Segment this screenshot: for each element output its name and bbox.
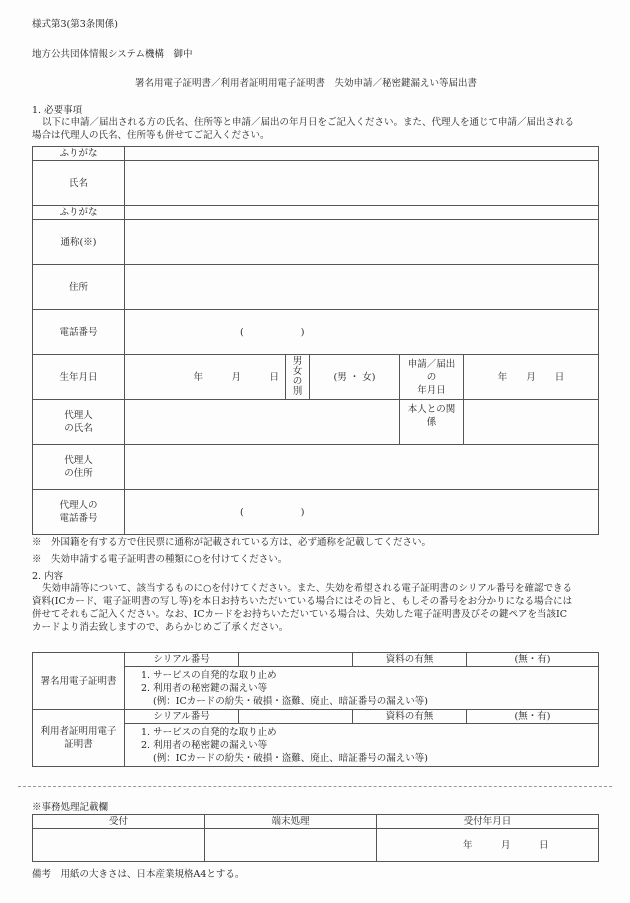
label-birthdate: 生年月日 xyxy=(33,355,125,400)
cert-signature-name xyxy=(33,653,125,710)
reason-1[interactable]: 1. サービスの自発的な取り止め xyxy=(141,669,277,681)
certificate-table xyxy=(32,652,599,767)
label-furigana-alias: ふりがな xyxy=(33,206,125,220)
page-title: 署名用電子証明書／利用者証明用電子証明書 失効申請／秘密鍵漏えい等届出書 xyxy=(135,78,478,89)
office-table xyxy=(32,814,599,862)
serial-field[interactable] xyxy=(239,710,353,724)
office-heading: ※事務処理記載欄 xyxy=(32,802,109,813)
label-agent-address-2: の住所 xyxy=(64,468,93,479)
reason-1[interactable]: 1. サービスの自発的な取り止め xyxy=(141,726,277,738)
section2-body-line1: 失効申請等について、該当するものに○を付けてください。また、失効を希望される電子証明書のシリアル番号を確認できる xyxy=(42,583,573,594)
cert-user-name-1: 利用者証明用電子 xyxy=(40,726,117,737)
section1-intro-line2: 場合は代理人の氏名、住所等も併せてご記入ください。 xyxy=(32,130,270,141)
label-agent-address-1: 代理人 xyxy=(64,455,93,466)
label-sex-2: 女 xyxy=(292,366,303,377)
serial-field[interactable] xyxy=(239,653,353,667)
footer-remark: 備考 用紙の大きさは、日本産業規格A4とする。 xyxy=(32,869,245,880)
label-apply-date-3: 年月日 xyxy=(417,384,446,396)
label-sex-1: 男 xyxy=(292,356,303,367)
label-agent-phone-1: 代理人の xyxy=(59,500,98,511)
apply-date-format: 年 月 日 xyxy=(497,371,565,383)
alias-furigana-field[interactable] xyxy=(125,206,599,220)
label-relation-2: 係 xyxy=(426,417,437,428)
reason-2[interactable]: 2. 利用者の秘密鍵の漏えい等 xyxy=(141,739,268,751)
cert-user-name-2: 証明書 xyxy=(64,739,93,750)
address-field[interactable] xyxy=(125,265,599,310)
note-circle: ※ 失効申請する電子証明書の種類に○を付けてください。 xyxy=(32,554,288,565)
cert-signature-name-1: 署名用電子証明書 xyxy=(40,675,117,687)
section2-body-line2: 資料(ICカード、電子証明書の写し等)を本日お持ちいただいている場合にはその旨と、もしその番号をお分かりになる場合には xyxy=(32,596,573,607)
reason-list xyxy=(125,667,599,710)
section2-heading: 2. 内容 xyxy=(32,571,64,582)
material-label: 資料の有無 xyxy=(353,653,467,667)
label-agent-name xyxy=(33,400,125,445)
cut-line xyxy=(18,786,612,787)
office-reception-field[interactable] xyxy=(33,829,205,862)
agent-name-field[interactable] xyxy=(125,400,400,445)
label-agent-name-2: の氏名 xyxy=(64,423,93,434)
reason-example: (例：ICカードの紛失・破損・盗難、廃止、暗証番号の漏えい等) xyxy=(153,752,428,764)
office-col-terminal: 端末処理 xyxy=(205,815,377,829)
office-date-format: 年 月 日 xyxy=(463,839,549,851)
label-agent-address xyxy=(33,445,125,490)
birthdate-format: 年 月 日 xyxy=(193,371,279,383)
label-phone: 電話番号 xyxy=(33,310,125,355)
label-address: 住所 xyxy=(33,265,125,310)
material-label: 資料の有無 xyxy=(353,710,467,724)
agent-phone-parens: ( ) xyxy=(240,506,305,518)
phone-field[interactable] xyxy=(125,310,599,355)
section1-intro-line1: 以下に申請／届出される方の氏名、住所等と申請／届出の年月日をご記入ください。また、代理人を通じて申請／届出される xyxy=(42,117,575,128)
label-agent-name-1: 代理人 xyxy=(64,410,93,421)
label-sex-4: 別 xyxy=(292,386,303,397)
office-terminal-field[interactable] xyxy=(205,829,377,862)
reason-2[interactable]: 2. 利用者の秘密鍵の漏えい等 xyxy=(141,682,268,694)
serial-label: シリアル番号 xyxy=(125,710,239,724)
serial-label: シリアル番号 xyxy=(125,653,239,667)
office-col-date: 受付年月日 xyxy=(377,815,599,829)
relation-field[interactable] xyxy=(464,400,599,445)
label-agent-phone xyxy=(33,490,125,535)
section1-heading: 1. 必要事項 xyxy=(32,105,83,116)
furigana-field[interactable] xyxy=(125,147,599,161)
label-agent-phone-2: 電話番号 xyxy=(59,513,98,524)
addressee: 地方公共団体情報システム機構 御中 xyxy=(32,49,193,60)
label-relation-1: 本人との関 xyxy=(407,404,456,415)
alias-field[interactable] xyxy=(125,220,599,265)
birthdate-field[interactable] xyxy=(125,355,286,400)
section2-body-line4: カードより消去致しますので、あらかじめご了承ください。 xyxy=(32,622,289,633)
sex-options[interactable]: (男 ・ 女) xyxy=(310,355,400,400)
phone-parens: ( ) xyxy=(240,326,305,338)
note-alias: ※ 外国籍を有する方で住民票に通称が記載されている方は、必ず通称を記載してください。 xyxy=(32,537,432,548)
label-name: 氏名 xyxy=(33,161,125,206)
material-options[interactable]: (無・有) xyxy=(467,710,599,724)
label-apply-date xyxy=(400,355,464,400)
section2-body-line3: 併せてそれもご記入ください。なお、ICカードをお持ちいただいている場合は、失効した電子証明書及びその鍵ペアを当該IC xyxy=(32,609,568,620)
label-sex xyxy=(286,355,310,400)
label-apply-date-1: 申請／届出 xyxy=(407,358,456,370)
apply-date-field[interactable] xyxy=(464,355,599,400)
material-options[interactable]: (無・有) xyxy=(467,653,599,667)
cert-user-name xyxy=(33,710,125,767)
label-apply-date-2: の xyxy=(426,371,437,383)
office-date-field[interactable] xyxy=(377,829,599,862)
name-field[interactable] xyxy=(125,161,599,206)
applicant-table xyxy=(32,146,599,535)
label-relation xyxy=(400,400,464,445)
form-number: 様式第3(第3条関係) xyxy=(32,19,119,30)
label-furigana: ふりがな xyxy=(33,147,125,161)
agent-address-field[interactable] xyxy=(125,445,599,490)
office-col-reception: 受付 xyxy=(33,815,205,829)
label-alias: 通称(※) xyxy=(33,220,125,265)
reason-list xyxy=(125,724,599,767)
reason-example: (例：ICカードの紛失・破損・盗難、廃止、暗証番号の漏えい等) xyxy=(153,695,428,707)
agent-phone-field[interactable] xyxy=(125,490,599,535)
label-sex-3: の xyxy=(292,376,303,387)
